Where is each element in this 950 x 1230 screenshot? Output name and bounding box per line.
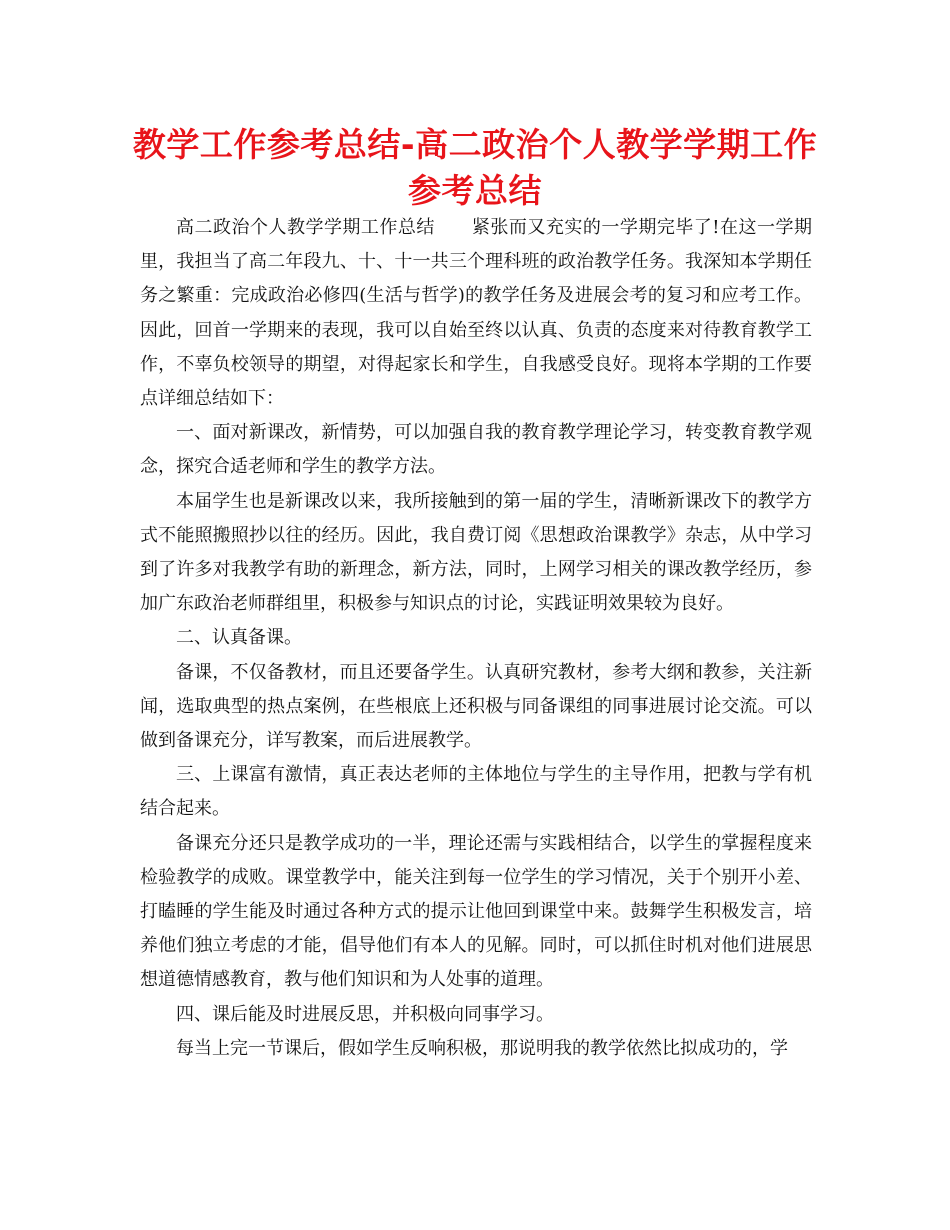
document-body xyxy=(140,211,812,1066)
document-title: 教学工作参考总结-高二政治个人教学学期工作参考总结 xyxy=(132,125,818,210)
paragraph-section-1: 本届学生也是新课改以来，我所接触到的第一届的学生，清晰新课改下的教学方式不能照搬照抄以往的经历。因此，我自费订阅《思想政治课教学》杂志，从中学习到了许多对我教学有助的新理念，新方法，同时，上网学习相关的课改教学经历，参加广东政治老师群组里，积极参与知识点的讨论，实践证明效果较为良好。 xyxy=(140,490,812,615)
paragraph-section-4: 每当上完一节课后，假如学生反响积极，那说明我的教学依然比拟成功的，学 xyxy=(176,1037,788,1059)
paragraph-intro: 高二政治个人教学学期工作总结 紧张而又充实的一学期完毕了!在这一学期里，我担当了高二年段九、十、十一共三个理科班的政治教学任务。我深知本学期任务之繁重：完成政治必修四(生活与哲学)的教学任务及进展会考的复习和应考工作。因此，回首一学期来的表现，我可以自始至终以认真、负责的态度来对待教育教学工作，不辜负校领导的期望，对得起家长和学生，自我感受良好。现将本学期的工作要点详细总结如下： xyxy=(140,217,812,410)
heading-section-3: 三、上课富有激情，真正表达老师的主体地位与学生的主导作用，把教与学有机结合起来。 xyxy=(140,764,812,820)
paragraph-section-3: 备课充分还只是教学成功的一半，理论还需与实践相结合，以学生的掌握程度来检验教学的成败。课堂教学中，能关注到每一位学生的学习情况，关于个别开小差、打瞌睡的学生能及时通过各种方式的提示让他回到课堂中来。鼓舞学生积极发言，培养他们独立考虑的才能，倡导他们有本人的见解。同时，可以抓住时机对他们进展思想道德情感教育，教与他们知识和为人处事的道理。 xyxy=(140,832,812,991)
heading-section-1: 一、面对新课改，新情势，可以加强自我的教育教学理论学习，转变教育教学观念，探究合适老师和学生的教学方法。 xyxy=(140,422,812,478)
heading-section-4: 四、课后能及时进展反思，并积极向同事学习。 xyxy=(176,1003,554,1025)
paragraph-section-2: 备课，不仅备教材，而且还要备学生。认真研究教材，参考大纲和教参，关注新闻，选取典型的热点案例，在些根底上还积极与同备课组的同事进展讨论交流。可以做到备课充分，详写教案，而后进展教学。 xyxy=(140,661,812,752)
heading-section-2: 二、认真备课。 xyxy=(176,627,302,649)
